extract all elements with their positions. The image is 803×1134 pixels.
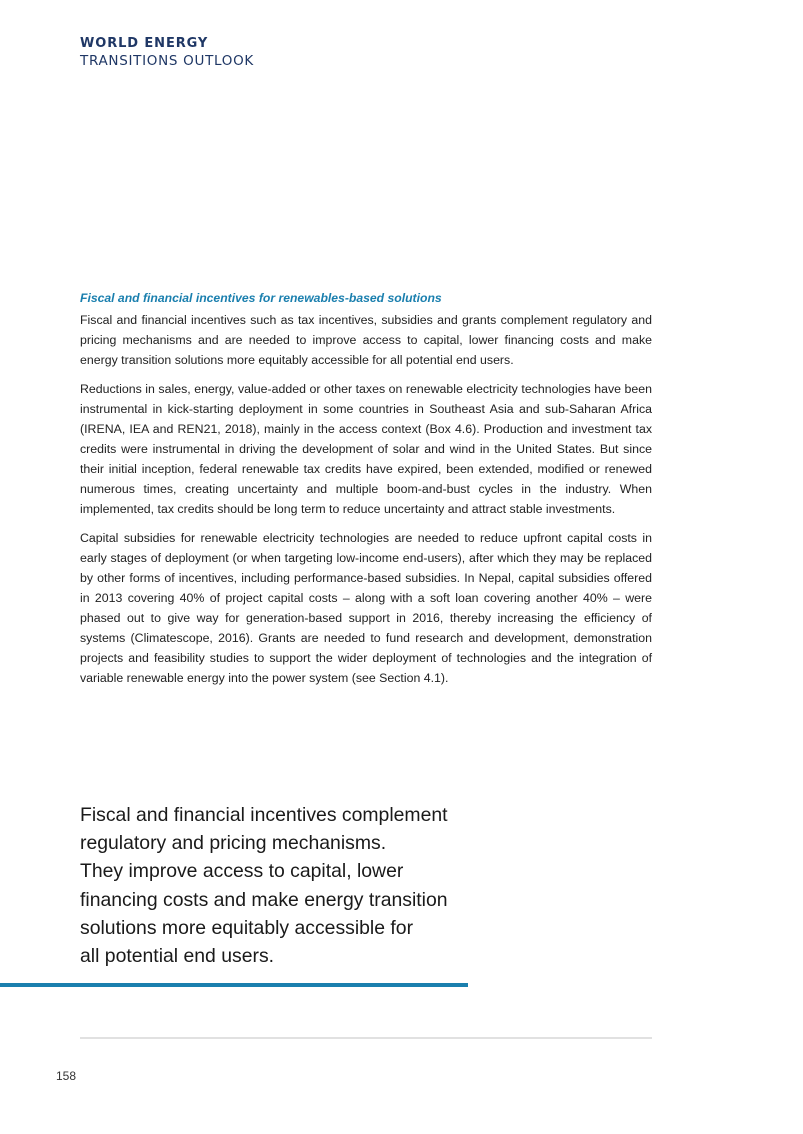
pull-quote-line: They improve access to capital, lower (80, 860, 404, 883)
pull-quote-line: Fiscal and financial incentives complement (80, 804, 448, 826)
report-title-line-2: TRANSITIONS OUTLOOK (80, 53, 254, 69)
body-paragraph-2: Reductions in sales, energy, value-added or other taxes on renewable electricity technologies have been instrumental in kick-starting deployment in some countries in Southeast Asia and sub-Saharan Africa (IRENA, IEA and REN21, 2018), mainly in the access context (Box 4.6). Production and investment tax credits were instrumental in driving the development of solar and wind in the United States. But since their initial inception, federal renewable tax credits have expired, been extended, modified or renewed numerous times, creating uncertainty and multiple boom-and-bust cycles in the industry. When implemented, tax credits should be long term to reduce uncertainty and attract stable investments. (80, 382, 652, 516)
section-heading: Fiscal and financial incentives for renewables-based solutions (80, 291, 442, 305)
pull-quote-line: solutions more equitably accessible for (80, 916, 414, 939)
page-number: 158 (56, 1069, 77, 1083)
pull-quote (80, 801, 480, 970)
body-paragraph-3: Capital subsidies for renewable electricity technologies are needed to reduce upfront capital costs in early stages of deployment (or when targeting low-income end-users), after which they may be replaced by other forms of incentives, including performance-based subsidies. In Nepal, capital subsidies offered in 2013 covering 40% of project capital costs – along with a soft loan covering another 40% – were phased out to give way for generation-based support in 2016, thereby increasing the efficiency of systems (Climatescope, 2016). Grants are needed to fund research and development, demonstration projects and feasibility studies to support the wider deployment of technologies and the integration of variable renewable energy into the power system (see Section 4.1). (80, 531, 652, 685)
pull-quote-underline (0, 983, 468, 987)
body-paragraph-1: Fiscal and financial incentives such as tax incentives, subsidies and grants complement regulatory and pricing mechanisms and are needed to improve access to capital, lower financing costs and make energy transition solutions more equitably accessible for all potential end users. (80, 313, 652, 367)
pull-quote-line: all potential end users. (80, 945, 275, 968)
pull-quote-line: financing costs and make energy transition (80, 888, 448, 911)
section-content (80, 290, 652, 697)
pull-quote-line: regulatory and pricing mechanisms. (80, 832, 387, 855)
report-header (80, 35, 254, 70)
footer-divider (80, 1037, 652, 1039)
report-title-line-1: WORLD ENERGY (80, 36, 209, 51)
